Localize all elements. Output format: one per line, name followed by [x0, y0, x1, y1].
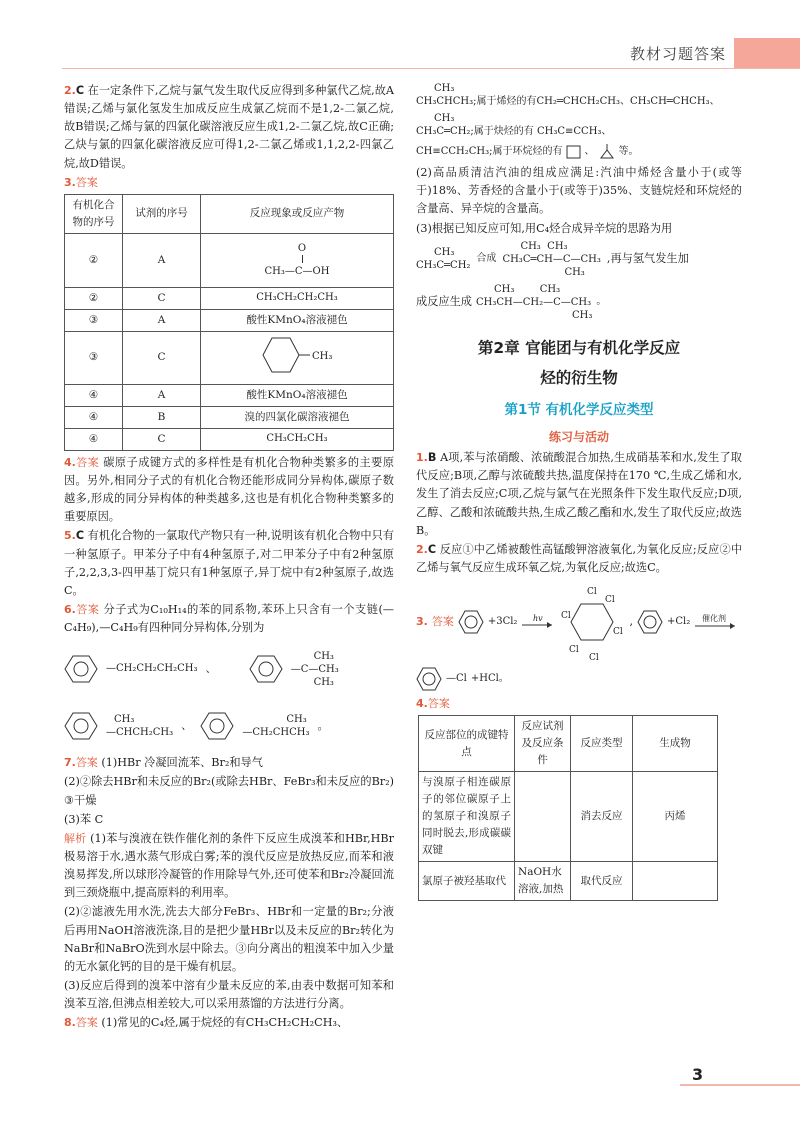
answer-7-part3: (3)苯 C [64, 812, 104, 826]
cyclohexane-ring-icon [252, 334, 342, 376]
table-cell: C [123, 287, 201, 309]
answer-7: 7.答案 (1)HBr 冷凝回流苯、Br₂和导气 [64, 756, 263, 770]
answer-4: 4.答案 碳原子成键方式的多样性是有机化合物种类繁多的主要原因。另外,相同分子式的有机化合物还能形成同分异构体,碳原子数越多,形成的同分异构体的种类越多,这也是有机化合物种类繁多的重要原因。 [64, 455, 395, 524]
table-cell: 酸性KMnO₄溶液褪色 [201, 384, 394, 406]
table-header: 反应类型 [571, 716, 633, 772]
separator: 、 [205, 662, 217, 676]
page-header [0, 38, 800, 68]
practice-4-table [418, 715, 718, 901]
table-cell: 消去反应 [571, 772, 633, 862]
table-cell: ③ [65, 309, 123, 331]
answer-3-label: 3.答案 [64, 175, 98, 189]
answer-5: 5.C 有机化合物的一氯取代产物只有一种,说明该有机化合物中只有一种氢原子。甲苯分子中有4种氢原子,对二甲苯分子中有2种氢原子,2,2,3,3-四甲基丁烷只有1种氢原子,异丁烷中有2种氢原子,故选C。 [64, 529, 394, 597]
header-accent-block [734, 38, 800, 68]
table-row [65, 331, 394, 384]
arrow-right-icon [521, 614, 555, 630]
table-cell: B [123, 406, 201, 428]
arrow-right-icon [694, 613, 738, 631]
chapter-title: 第2章 官能团与有机化学反应 [477, 338, 681, 357]
svg-text:hv: hv [533, 614, 544, 624]
table-row [65, 287, 394, 309]
answer-7-explanation-3: (3)反应后得到的溴苯中溶有少量未反应的苯,由表中数据可知苯和溴苯互溶,但沸点相差较大,可以采用蒸馏的方法进行分离。 [64, 978, 394, 1011]
benzene-ring-icon [458, 610, 484, 634]
svg-text:Cl: Cl [589, 653, 600, 663]
table-header: 反应现象或反应产物 [201, 194, 394, 233]
section-title: 第1节 有机化学反应类型 [504, 401, 654, 418]
cyclobutane-icon [566, 145, 582, 159]
answer-7-part2: (2)②除去HBr和未反应的Br₂(或除去HBr、FeBr₃和未反应的Br₂) ③干燥 [64, 775, 394, 807]
table-header: 试剂的序号 [123, 194, 201, 233]
header-title: 教材习题答案 [629, 45, 726, 63]
acetic-acid-formula: CH₃—C—OH [264, 266, 330, 278]
left-column [64, 82, 394, 1033]
table-cell: CH₃CH₂CH₂CH₃ [201, 287, 394, 309]
table-header-row [65, 194, 394, 233]
table-cell: C [123, 428, 201, 450]
chlorobenzene-product: —Cl +HCl。 [416, 667, 742, 691]
benzene-ring-icon [200, 711, 234, 741]
table-row [65, 309, 394, 331]
synthesis-route: CH₃ CH₃C═CH₂ 合成 CH₃ CH₃ CH₃C═CH—C—CH₃ CH₃ ,再与氢气发生加 [416, 240, 689, 278]
practice-3: 3. 答案 +3Cl₂ hv Cl Cl Cl Cl Cl Cl , +Cl₂ 催化剂 [416, 580, 742, 664]
table-cell: ④ [65, 428, 123, 450]
right-column [416, 82, 742, 904]
methyl-label: CH₃ [312, 350, 333, 362]
practice-heading: 练习与活动 [548, 429, 609, 444]
svg-text:Cl: Cl [613, 627, 624, 638]
table-cell: 丙烯 [633, 772, 718, 862]
table-cell: NaOH水溶液,加热 [515, 862, 571, 901]
table-cell: CH₃CH₂CH₃ [201, 428, 394, 450]
header-rule [62, 68, 800, 69]
methylcyclohexane-structure [201, 331, 394, 384]
table-cell: 取代反应 [571, 862, 633, 901]
answer-8: 8.答案 (1)常见的C₄烃,属于烷烃的有CH₃CH₂CH₂CH₃、 [64, 1016, 349, 1030]
table-cell: ④ [65, 406, 123, 428]
page-number-rule [680, 1084, 800, 1086]
methylcyclopropane-icon [598, 144, 616, 160]
table-row [65, 406, 394, 428]
table-cell: 酸性KMnO₄溶液褪色 [201, 309, 394, 331]
table-cell: ② [65, 287, 123, 309]
page-number: 3 [692, 1065, 704, 1084]
table-cell: 氯原子被羟基取代 [419, 862, 515, 901]
table-cell: ③ [65, 331, 123, 384]
table-header: 生成物 [633, 716, 718, 772]
table-cell [633, 862, 718, 901]
practice-2: 2.C 反应①中乙烯被酸性高锰酸钾溶液氧化,为氧化反应;反应②中乙烯与氧气反应生成环氧乙烷,为氧化反应;故选C。 [416, 542, 743, 574]
table-cell: ④ [65, 384, 123, 406]
isooctane-product: 成反应生成 CH₃ CH₃ CH₃CH—CH₂—C—CH₃ CH₃ 。 [416, 283, 607, 321]
table-header: 有机化合物的序号 [65, 194, 123, 233]
table-row [65, 384, 394, 406]
answer-8-part3: (3)根据已知反应可知,用C₄烃合成异辛烷的思路为用 [416, 221, 673, 235]
alkyne-line: CH₃ CH₃C═CH₂;属于炔烃的有 CH₃C≡CCH₃、 [416, 113, 612, 137]
table-header: 反应部位的成键特点 [419, 716, 515, 772]
table-cell: 与溴原子相连碳原子的邻位碳原子上的氢原子和溴原子同时脱去,形成碳碳双键 [419, 772, 515, 862]
answer-6: 6.答案 分子式为C₁₀H₁₄的苯的同系物,苯环上只含有一个支链(—C₄H₉),—C₄H₉有四种同分异构体,分别为 [64, 602, 394, 635]
table-cell [515, 772, 571, 862]
tert-butyl-chain: CH₃ —C—CH₃ CH₃ [290, 650, 339, 688]
benzene-ring-icon [637, 610, 663, 634]
benzene-ring-icon [416, 667, 442, 691]
benzene-ring-icon [64, 711, 98, 741]
table-cell: 溴的四氯化碳溶液褪色 [201, 406, 394, 428]
isomer-row-1 [64, 640, 394, 698]
svg-text:Cl: Cl [587, 587, 598, 598]
svg-text:Cl: Cl [605, 595, 616, 606]
answer-3-table [64, 194, 394, 451]
svg-text:Cl: Cl [561, 611, 572, 622]
isomer-row-2: CH₃ —CHCH₂CH₃ 、 CH₃ —CH₂CHCH₃ 。 [64, 701, 394, 751]
butylbenzene-chain: —CH₂CH₂CH₂CH₃ [106, 663, 198, 675]
benzene-ring-icon [64, 654, 98, 684]
practice-4-label: 4.答案 [416, 697, 450, 711]
svg-text:Cl: Cl [569, 645, 580, 656]
hexachlorocyclohexane-icon [559, 582, 625, 662]
answer-7-explanation-1: 解析 (1)苯与溴液在铁作催化剂的条件下反应生成溴苯和HBr,HBr极易溶于水,遇水蒸气形成白雾;苯的溴代反应是放热反应,而苯和液溴易挥发,所以球形冷凝管的作用除导气外,还可使苯和Br₂冷凝回流到三颈烧瓶中,提高原料的利用率。 [64, 831, 394, 900]
table-cell: ② [65, 233, 123, 287]
table-row [419, 772, 718, 862]
svg-text:催化剂: 催化剂 [702, 614, 727, 624]
isobutane-line: CH₃ CH₃CHCH₃;属于烯烃的有CH₂═CHCH₂CH₃、CH₃CH═CHCH₃、 [416, 83, 720, 107]
chapter-subtitle: 烃的衍生物 [540, 368, 618, 387]
table-header-row [419, 716, 718, 772]
acetic-acid-structure [201, 233, 394, 287]
benzene-ring-icon [249, 654, 283, 684]
table-cell: A [123, 233, 201, 287]
carbonyl-oxygen: O [297, 243, 307, 255]
answer-7-explanation-2: (2)②滤液先用水洗,洗去大部分FeBr₃、HBr和一定量的Br₂;分液后再用NaOH溶液洗涤,目的是把少量HBr以及未反应的Br₂转化为NaBr和NaBrO洗到水层中除去。③向分离出的粗溴苯中加入少量的无水氯化钙的目的是干燥有机层。 [64, 905, 394, 973]
table-cell: A [123, 384, 201, 406]
table-row [65, 233, 394, 287]
separator: 、 [181, 719, 193, 733]
table-header: 反应试剂及反应条件 [515, 716, 571, 772]
table-row [419, 862, 718, 901]
answer-8-part2: (2)高品质清洁汽油的组成应满足:汽油中烯烃含量小于(或等于)18%、芳香烃的含量小于(或等于)35%、支链烷烃和环烷烃的含量高、异辛烷的含量高。 [416, 166, 742, 216]
table-cell: A [123, 309, 201, 331]
table-row [65, 428, 394, 450]
cycloalkane-line: CH≡CCH₂CH₃;属于环烷烃的有 、 等。 [416, 144, 742, 160]
answer-2: 2.C 在一定条件下,乙烷与氯气发生取代反应得到多种氯代乙烷,故A错误;乙烯与氯化氢发生加成反应生成氯乙烷而不是1,2-二氯乙烷,故B错误;乙烯与氯的四氯化碳溶液反应生成1,2-二氯乙烷,故C正确;乙炔与氯的四氯化碳溶液反应可得1,2-二氯乙烯或1,1,2,2-四氯乙烷,故D错误。 [64, 84, 394, 170]
isobutyl-chain: CH₃ —CH₂CHCH₃ [242, 714, 310, 739]
sec-butyl-chain: CH₃ —CHCH₂CH₃ [106, 714, 174, 739]
practice-1: 1.B A项,苯与浓硝酸、浓硫酸混合加热,生成硝基苯和水,发生了取代反应;B项,乙醇与浓硫酸共热,温度保持在170 ℃,生成乙烯和水,发生了消去反应;C项,乙烷与氯气在光照条件下发生取代反应;D项,乙醇、乙酸和浓硫酸共热,生成乙酸乙酯和水,发生了取代反应;故选B。 [416, 451, 742, 537]
table-cell: C [123, 331, 201, 384]
